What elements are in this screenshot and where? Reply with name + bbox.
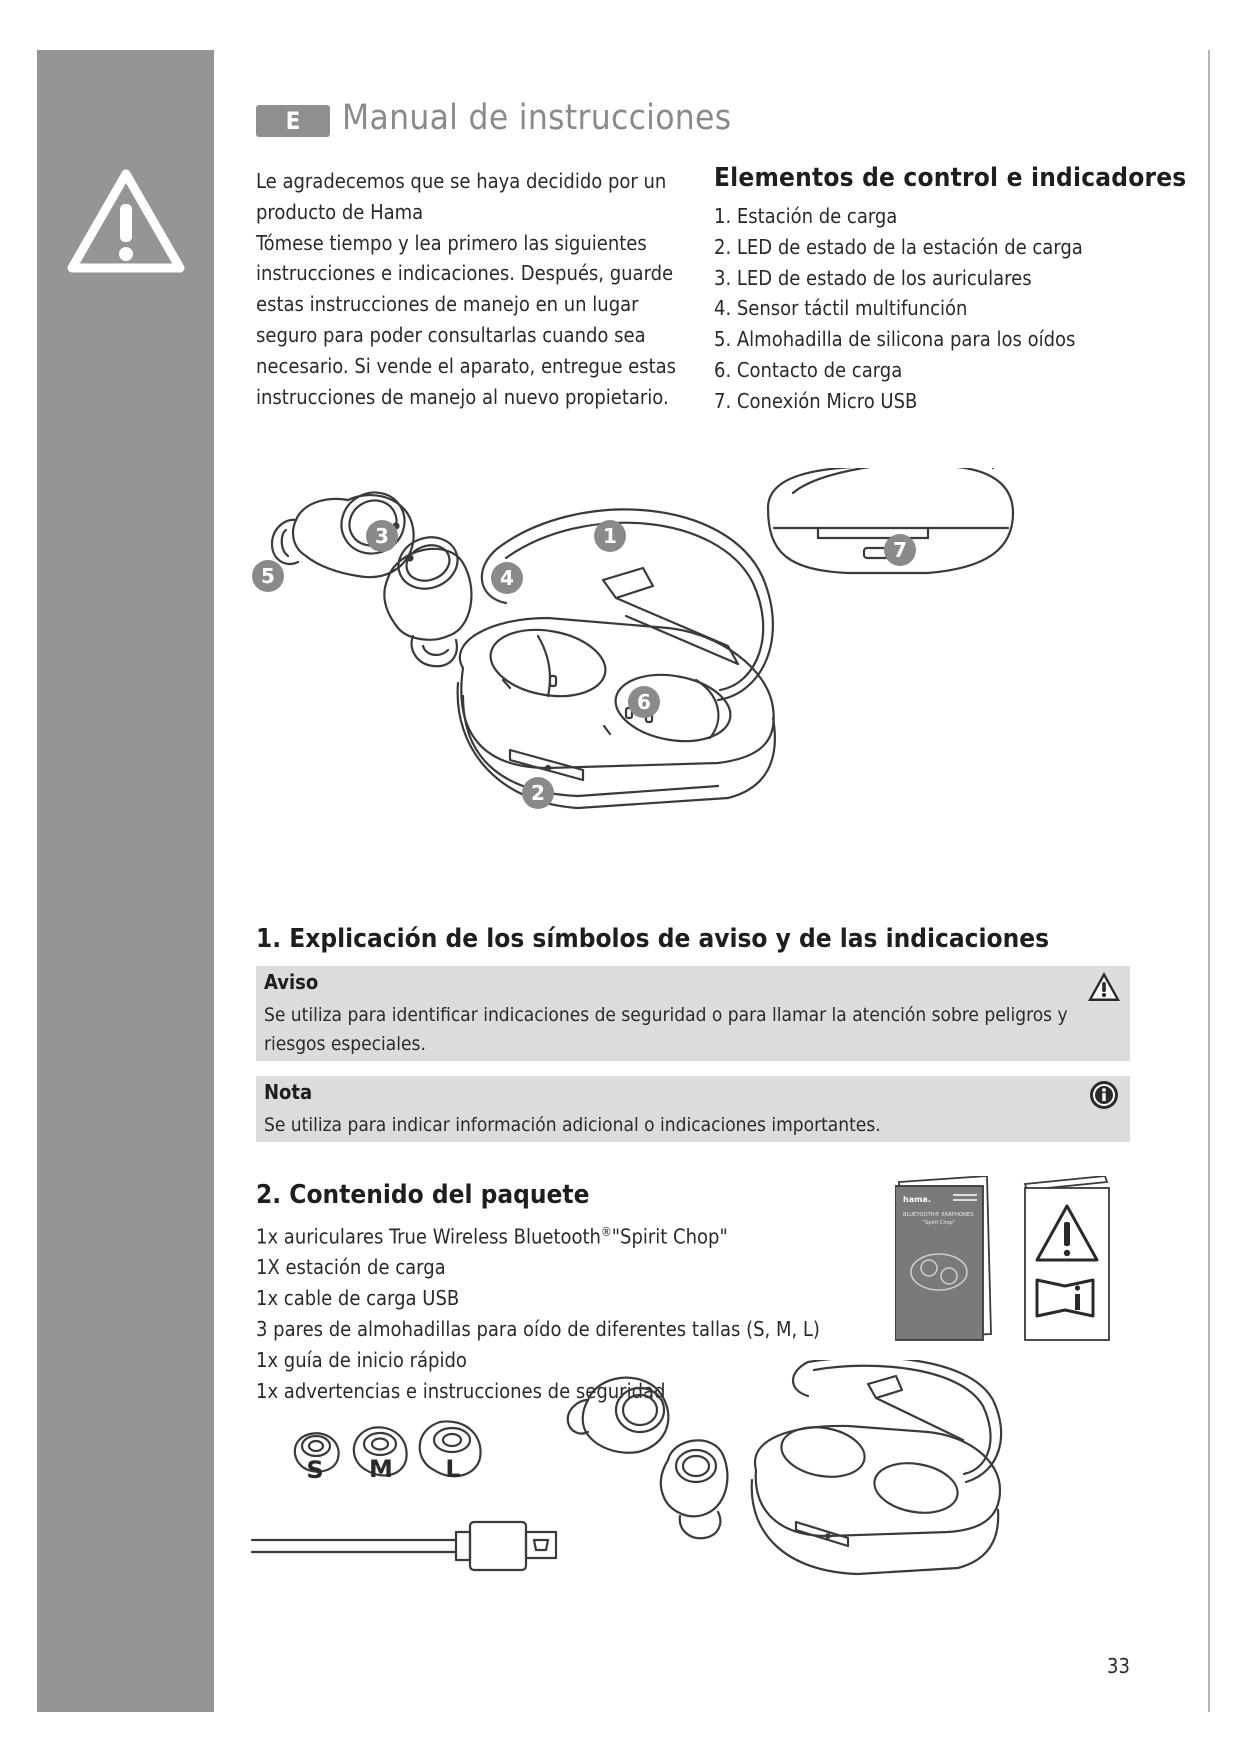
callout-6 bbox=[628, 686, 660, 718]
intro-paragraph-1: Le agradecemos que se haya decidido por un producto de Hama bbox=[256, 169, 667, 224]
list-item: 7. Conexión Micro USB bbox=[714, 388, 918, 413]
charging-case-illustration-small bbox=[752, 1360, 1001, 1574]
usb-cable-illustration bbox=[252, 1522, 556, 1570]
list-item bbox=[256, 1217, 820, 1252]
list-item: 1x guía de inicio rápido bbox=[256, 1347, 467, 1372]
ear-tip-size-l: L bbox=[445, 1455, 461, 1483]
callout-label-5: 5 bbox=[261, 564, 275, 588]
aviso-box bbox=[256, 966, 1130, 1061]
callout-label-7: 7 bbox=[893, 538, 907, 562]
callout-5 bbox=[252, 560, 284, 592]
callout-label-1: 1 bbox=[603, 524, 617, 548]
earbuds-illustration bbox=[568, 1378, 728, 1539]
right-margin-rule bbox=[1208, 50, 1210, 1712]
list-item: 3. LED de estado de los auriculares bbox=[714, 265, 1032, 290]
booklet-brand: hama. bbox=[903, 1195, 931, 1204]
controls-list bbox=[714, 201, 1083, 417]
sidebar-strip bbox=[37, 50, 214, 1712]
list-item: 5. Almohadilla de silicona para los oídos bbox=[714, 327, 1076, 352]
package-contents-illustration bbox=[248, 1360, 1148, 1630]
list-item: 4. Sensor táctil multifunción bbox=[714, 296, 968, 321]
nota-text: Se utiliza para indicar información adicional o indicaciones importantes. bbox=[264, 1114, 881, 1136]
callout-label-3: 3 bbox=[375, 524, 389, 548]
ear-tip-l-illustration bbox=[420, 1421, 481, 1483]
list-item: 3 pares de almohadillas para oído de diferentes tallas (S, M, L) bbox=[256, 1317, 820, 1342]
nota-box bbox=[256, 1076, 1130, 1142]
callout-7 bbox=[884, 534, 916, 566]
callout-3 bbox=[366, 520, 398, 552]
aviso-text: Se utiliza para identificar indicaciones de seguridad o para llamar la atención sobre peligros y riesgos especiales. bbox=[264, 1004, 1068, 1055]
warning-triangle-icon bbox=[1086, 970, 1122, 1004]
item-text: 1x auriculares True Wireless Bluetooth bbox=[256, 1224, 601, 1249]
callout-4 bbox=[491, 562, 523, 594]
safety-leaflet bbox=[1025, 1176, 1109, 1340]
booklets-illustration bbox=[895, 1176, 1135, 1344]
page-title: Manual de instrucciones bbox=[342, 98, 732, 138]
callout-2 bbox=[522, 777, 554, 809]
booklet-subtitle: "Spirit Chop" bbox=[922, 1220, 956, 1226]
charging-case-illustration bbox=[458, 509, 775, 808]
list-item: 1. Estación de carga bbox=[714, 204, 898, 228]
info-circle-icon bbox=[1086, 1080, 1122, 1114]
list-item: 1x cable de carga USB bbox=[256, 1286, 460, 1311]
controls-heading: Elementos de control e indicadores bbox=[714, 163, 1187, 193]
ear-tip-size-s: S bbox=[306, 1456, 324, 1484]
callout-label-4: 4 bbox=[500, 566, 514, 590]
ear-tip-s-illustration bbox=[295, 1433, 339, 1484]
nota-title: Nota bbox=[264, 1080, 313, 1104]
section-1-heading: 1. Explicación de los símbolos de aviso y de las indicaciones bbox=[256, 924, 1050, 954]
earbud-right-illustration bbox=[384, 529, 471, 666]
intro-text bbox=[256, 166, 702, 412]
list-item: 1x advertencias e instrucciones de seguridad bbox=[256, 1378, 666, 1403]
list-item: 2. LED de estado de la estación de carga bbox=[714, 234, 1083, 259]
list-item: 1X estación de carga bbox=[256, 1255, 446, 1280]
product-diagram bbox=[248, 468, 1148, 908]
section-2-heading: 2. Contenido del paquete bbox=[256, 1180, 590, 1210]
language-badge: E bbox=[256, 105, 330, 137]
quick-guide-booklet bbox=[895, 1176, 991, 1340]
ear-tip-m-illustration bbox=[354, 1427, 407, 1483]
page-number: 33 bbox=[1107, 1654, 1130, 1678]
ear-tip-size-m: M bbox=[369, 1455, 393, 1483]
registered-mark: ® bbox=[600, 1225, 612, 1239]
aviso-title: Aviso bbox=[264, 970, 319, 994]
list-item: 6. Contacto de carga bbox=[714, 357, 903, 382]
callout-label-6: 6 bbox=[637, 690, 651, 714]
callout-label-2: 2 bbox=[531, 781, 545, 805]
booklet-title: BLUETOOTH® EARPHONES bbox=[903, 1212, 974, 1218]
callout-1 bbox=[594, 520, 626, 552]
intro-paragraph-2: Tómese tiempo y lea primero las siguientes instrucciones e indicaciones. Después, guarde estas instrucciones de manejo en un lugar seguro para poder consultarlas cuando sea necesario. Si vende el aparato, entregue estas instrucciones de manejo al nuevo propietario. bbox=[256, 230, 677, 409]
warning-triangle-icon bbox=[66, 166, 186, 276]
item-text: "Spirit Chop" bbox=[611, 1224, 728, 1249]
